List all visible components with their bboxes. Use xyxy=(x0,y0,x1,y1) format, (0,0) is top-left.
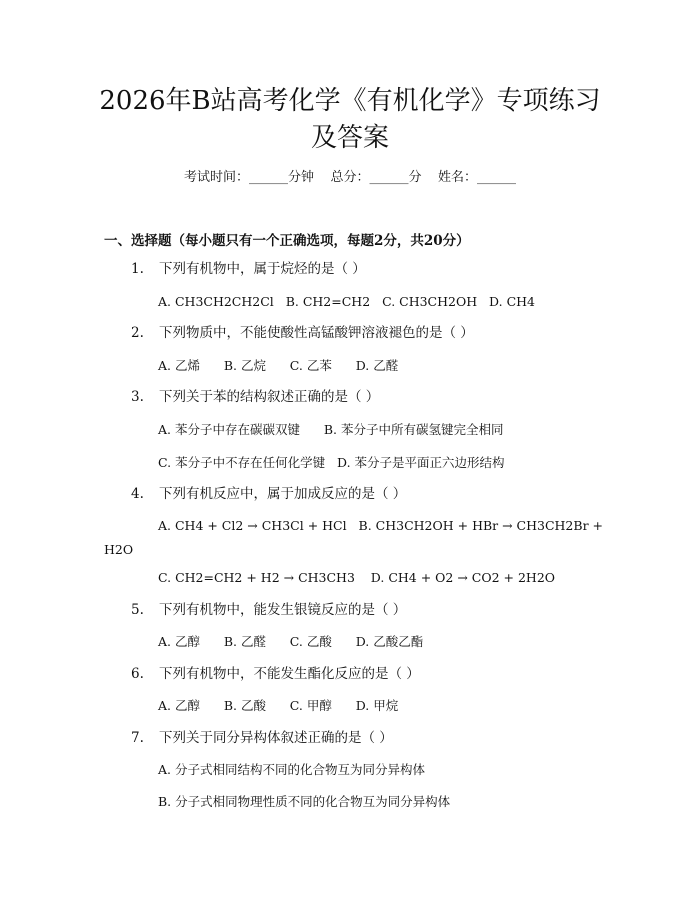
question-number: 3. xyxy=(131,389,144,405)
question-3-options-row-2: C. 苯分子中不存在任何化学键 D. 苯分子是平面正六边形结构 xyxy=(158,455,505,470)
question-6-options: A. 乙醇 B. 乙酸 C. 甲醇 D. 甲烷 xyxy=(158,698,399,713)
question-6 xyxy=(131,664,420,684)
section-heading: 一、选择题（每小题只有一个正确选项，每题2分，共20分） xyxy=(104,233,470,249)
question-text: 下列有机物中，不能发生酯化反应的是（ ） xyxy=(159,666,420,682)
question-4-options-wrap: H2O xyxy=(104,542,134,557)
question-text: 下列有机物中，属于烷烃的是（ ） xyxy=(159,261,366,277)
title-line-1: 2026年B站高考化学《有机化学》专项练习 xyxy=(99,86,601,116)
question-3-options-row-1: A. 苯分子中存在碳碳双键 B. 苯分子中所有碳氢键完全相同 xyxy=(158,422,504,437)
question-number: 7. xyxy=(131,730,144,746)
question-text: 下列有机反应中，属于加成反应的是（ ） xyxy=(159,486,407,502)
question-text: 下列关于同分异构体叙述正确的是（ ） xyxy=(159,730,393,746)
question-4-options-row-2: C. CH2=CH2 + H2 → CH3CH3 D. CH4 + O2 → CO2 + 2H2O xyxy=(158,570,556,585)
question-3 xyxy=(131,387,379,407)
question-1-options: A. CH3CH2CH2Cl B. CH2=CH2 C. CH3CH2OH D. CH4 xyxy=(158,294,535,309)
question-text: 下列物质中，不能使酸性高锰酸钾溶液褪色的是（ ） xyxy=(159,325,474,341)
question-number: 1. xyxy=(131,261,144,277)
question-2 xyxy=(131,323,474,343)
question-7-option-b: B. 分子式相同物理性质不同的化合物互为同分异构体 xyxy=(158,794,451,809)
question-2-options: A. 乙烯 B. 乙烷 C. 乙苯 D. 乙醛 xyxy=(158,358,399,373)
question-number: 6. xyxy=(131,666,144,682)
question-7-option-a: A. 分子式相同结构不同的化合物互为同分异构体 xyxy=(158,762,425,777)
title-line-2: 及答案 xyxy=(310,123,389,153)
question-5 xyxy=(131,600,406,620)
question-4-options-row-1: A. CH4 + Cl2 → CH3Cl + HCl B. CH3CH2OH + HBr → CH3CH2Br + xyxy=(158,518,603,533)
question-4 xyxy=(131,484,406,504)
question-text: 下列有机物中，能发生银镜反应的是（ ） xyxy=(159,602,407,618)
question-5-options: A. 乙醇 B. 乙醛 C. 乙酸 D. 乙酸乙酯 xyxy=(158,634,424,649)
question-number: 4. xyxy=(131,486,144,502)
question-text: 下列关于苯的结构叙述正确的是（ ） xyxy=(159,389,380,405)
question-number: 5. xyxy=(131,602,144,618)
exam-info-line: 考试时间：______分钟 总分：______分 姓名：______ xyxy=(183,170,517,185)
question-7 xyxy=(131,728,393,748)
question-number: 2. xyxy=(131,325,144,341)
question-1 xyxy=(131,259,366,279)
